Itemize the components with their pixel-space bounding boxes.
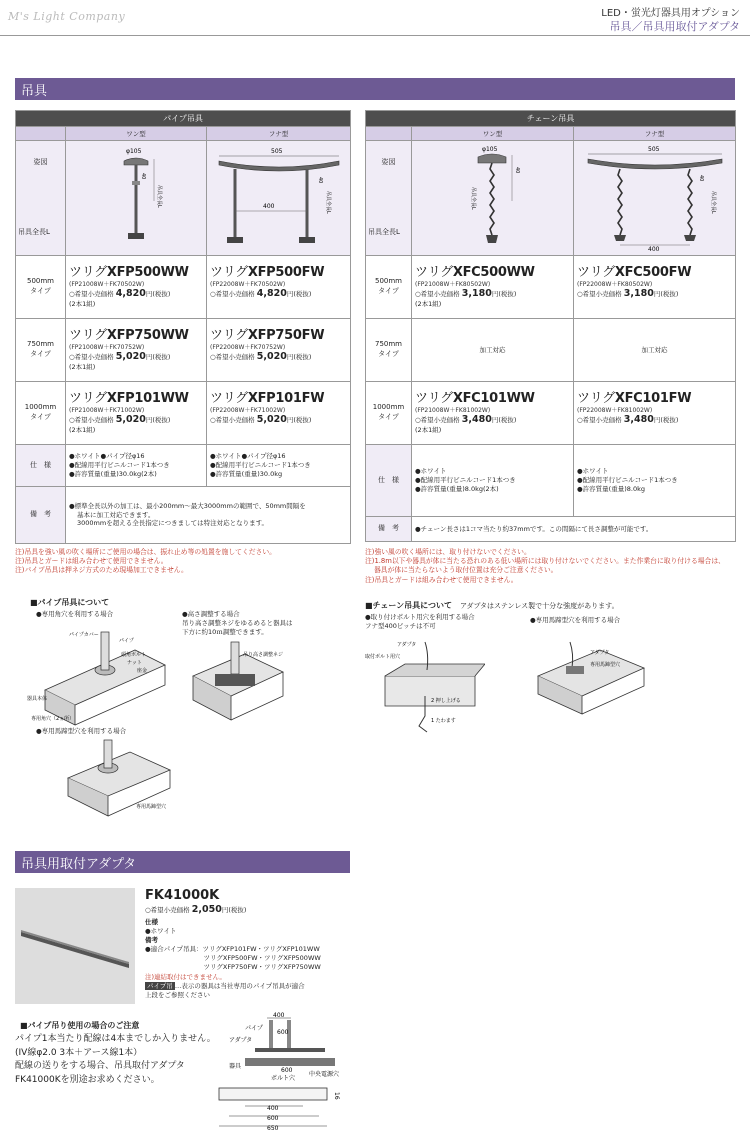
- product-extra: (2本1組): [415, 426, 442, 434]
- product-code: (FP22008W＋FK80502W): [577, 281, 653, 288]
- product-cell: [207, 382, 351, 445]
- product-extra: (2本1組): [415, 300, 442, 308]
- label-bolt-hole: 取付ボルト用穴: [365, 654, 401, 660]
- product-model: ツリグXFC101WW: [415, 391, 535, 406]
- product-price: ○希望小売価格 5,020円(税抜): [69, 351, 171, 362]
- pipe-horseshoe-diagram: [60, 738, 180, 818]
- product-price: ○希望小売価格 3,180円(税抜): [577, 288, 679, 299]
- dim-105: φ105: [126, 148, 142, 155]
- pipe-hanger-table: [15, 110, 351, 544]
- product-cell: [66, 382, 207, 445]
- spec-funa: ●ホワイト ●配線用平行ビニルコード1本つき ●許容質量(重量)8.0kg: [574, 445, 736, 517]
- col-header-one: ワン型: [412, 127, 574, 141]
- row-size: 1000mm: [24, 403, 57, 412]
- chain-one-drawing: [412, 141, 574, 253]
- spec-label: 仕 様: [16, 445, 66, 487]
- product-extra: (2本1組): [69, 300, 96, 308]
- product-model: ツリグXFP750FW: [210, 328, 325, 343]
- row-type: タイプ: [378, 287, 399, 295]
- figure-one-chain: [412, 141, 574, 256]
- label-figure: 姿図: [33, 158, 48, 166]
- spec-one: ●ホワイト●パイプ径φ16 ●配線用平行ビニルコード1本つき ●許容質量(重量)30.0kg(2本): [66, 445, 207, 487]
- row-size: 750mm: [375, 340, 402, 349]
- product-code: (FP21008W＋FK70502W): [69, 281, 145, 288]
- pipe-about-title: ■パイプ吊具について: [30, 598, 110, 607]
- figure-funa-pipe: [207, 141, 351, 256]
- header-category: LED・蛍光灯器具用オプション: [601, 8, 740, 19]
- label-body: 器具本体: [27, 696, 48, 702]
- section-title-bar: [15, 851, 350, 873]
- label-pipe-cover: パイプカバー: [69, 632, 99, 638]
- product-price: ○希望小売価格 3,180円(税抜): [415, 288, 517, 299]
- label-pipe: パイプ: [245, 1025, 263, 1032]
- remarks-label: 備 考: [16, 487, 66, 544]
- product-cell: [412, 256, 574, 319]
- label-length: 吊具全長L: [18, 228, 50, 236]
- label-body: 器具: [229, 1063, 242, 1070]
- adapter-spec: 仕様 ●ホワイト 備考 ●適合パイプ吊具：ツリグXFP101FW・ツリグXFP101WW ツリグXFP500FW・ツリグXFP500WW ツリグXFP750FW・ツリグXFP750WW 注)連結取付はできません。 パイプ吊 …表示の器具は当社専用のパイプ吊具が適合 上段をご参照ください: [145, 918, 321, 999]
- product-cell: [412, 382, 574, 445]
- label-adapter: アダプタ: [229, 1037, 253, 1044]
- row-size: 500mm: [27, 277, 54, 286]
- product-extra: (2本1組): [69, 426, 96, 434]
- pipe-square-hole-diagram: [25, 620, 175, 730]
- dim-600: 600: [277, 1029, 289, 1036]
- dim-len: 吊具全長L: [156, 185, 162, 208]
- label-adjust-screw: 吊り高さ調整ネジ: [243, 652, 284, 658]
- product-cell: [207, 256, 351, 319]
- product-model: ツリグXFP500WW: [69, 265, 189, 280]
- section-title: 吊具: [21, 83, 48, 99]
- product-cell: [207, 319, 351, 382]
- label-washer: 座金: [137, 668, 148, 674]
- pipe-funa-drawing: [207, 141, 351, 253]
- product-model: ツリグXFC101FW: [577, 391, 692, 406]
- usage-text: パイプ1本当たり配線は4本までしか入りません。 (IV線φ2.0 3本＋アース線1本） 配線の送りをする場合、吊具取付アダプタ FK41000Kを別途お求めください。: [15, 1034, 216, 1085]
- pipe-case2: ●高さ調整する場合 吊り高さ調整ネジをゆるめると器具は 下方に約10ｍ調整できます。: [182, 610, 293, 637]
- dim-len: 吊具全長L: [470, 187, 476, 210]
- product-extra: (2本1組): [69, 363, 96, 371]
- usage-title: ■パイプ吊り使用の場合のご注意: [20, 1021, 140, 1030]
- label-nut: ナット: [127, 660, 142, 666]
- product-model: ツリグXFC500FW: [577, 265, 692, 280]
- dim-16: 16: [333, 1092, 340, 1100]
- brand-logo: M's Light Company: [8, 10, 126, 23]
- product-code: (FP22008W＋FK71002W): [210, 407, 286, 414]
- label-square-hole: 専用角穴（2ヵ所）: [31, 716, 75, 722]
- dim-40: 40: [140, 173, 146, 180]
- dim-400: 400: [273, 1012, 285, 1019]
- chain-about-title: ■チェーン吊具について アダプタはステンレス製で十分な強度があります。: [365, 601, 619, 610]
- row-type: タイプ: [30, 287, 51, 295]
- chain-notes: 注)強い風の吹く場所には、取り付けないでください。 注)1.8m以下や器具が体に当たる恐れのある低い場所には取り付けないでください。また作業台に取り付ける場合は、 器具が体に当たらないよう取付位置は充分ご注意ください。 注)吊具とガードは組み合わせて使用できません。: [365, 548, 725, 584]
- label-horseshoe: 専用馬蹄型穴: [590, 662, 621, 668]
- product-price: ○希望小売価格 4,820円(税抜): [69, 288, 171, 299]
- spec-funa: ●ホワイト●パイプ径φ16 ●配線用平行ビニルコード1本つき ●許容質量(重量)30.0kg: [207, 445, 351, 487]
- product-code: (FP21008W＋FK70752W): [69, 344, 145, 351]
- table-title: パイプ吊具: [16, 111, 351, 127]
- table-title: チェーン吊具: [366, 111, 736, 127]
- chain-case1: ●取り付けボルト用穴を利用する場合 フナ型400ピッチは不可: [365, 613, 475, 631]
- chain-case2: ●専用馬蹄型穴を利用する場合: [530, 616, 621, 624]
- product-model: ツリグXFC500WW: [415, 265, 535, 280]
- label-square-bolt: 頭角ボルト: [121, 652, 147, 658]
- label-center-hole: 中央電源穴: [309, 1071, 340, 1078]
- section-title-bar: [15, 78, 735, 100]
- pipe-case1: ●専用角穴を利用する場合: [36, 610, 114, 618]
- pipe-notes: 注)吊具を強い風の吹く場所にご使用の場合は、振れ止め等の処置を施してください。 注)吊具とガードは組み合わせて使用できません。 注)パイプ吊具は押ネジ方式のため現場加工できません。: [15, 548, 276, 575]
- label-adapter: アダプタ: [397, 642, 417, 648]
- custom-process-funa: 加工対応: [574, 319, 736, 382]
- pipe-case3: ●専用馬蹄型穴を利用する場合: [36, 727, 127, 735]
- product-cell: [574, 382, 736, 445]
- header-subtitle: 吊具／吊具用取付アダプタ: [609, 20, 740, 33]
- product-code: (FP22008W＋FK81002W): [577, 407, 653, 414]
- dim-len: 吊具全長L: [710, 191, 716, 214]
- label-turn: 1 たわます: [431, 718, 456, 724]
- product-price: ○希望小売価格 3,480円(税抜): [577, 414, 679, 425]
- product-price: ○希望小売価格 5,020円(税抜): [210, 414, 312, 425]
- row-size: 750mm: [27, 340, 54, 349]
- chain-bolt-hole-diagram: [365, 636, 485, 736]
- product-code: (FP21008W＋FK80502W): [415, 281, 491, 288]
- product-model: ツリグXFP101WW: [69, 391, 189, 406]
- dim-105: φ105: [482, 146, 498, 153]
- section-title: 吊具用取付アダプタ: [21, 856, 137, 872]
- adapter-image: [15, 888, 135, 1004]
- product-code: (FP21008W＋FK71002W): [69, 407, 145, 414]
- row-type: タイプ: [30, 413, 51, 421]
- dim-505: 505: [648, 146, 660, 153]
- row-type: タイプ: [378, 350, 399, 358]
- row-size: 1000mm: [372, 403, 405, 412]
- label-pipe: パイプ: [119, 638, 134, 644]
- row-type: タイプ: [378, 413, 399, 421]
- remarks-text: ●標準全長以外の加工は、最小200mm～最大3000mmの範囲で、50mm間隔を 基本に加工対応できます。 3000mmを超える全長指定につきましては特注対応となります。: [66, 487, 351, 544]
- adapter-photo: [15, 888, 135, 1004]
- product-model: ツリグXFP101FW: [210, 391, 325, 406]
- header-divider: [0, 35, 750, 36]
- product-price: ○希望小売価格 3,480円(税抜): [415, 414, 517, 425]
- remarks-text: ●チェーン長さは1コマ当たり約37mmです。この間隔にて長さ調整が可能です。: [412, 517, 736, 542]
- pipe-one-drawing: [66, 141, 207, 253]
- figure-funa-chain: [574, 141, 736, 256]
- label-bolt-hole: ボルト穴: [271, 1075, 296, 1082]
- dim-505: 505: [271, 148, 283, 155]
- col-header-funa: フナ型: [207, 127, 351, 141]
- product-model: ツリグXFP750WW: [69, 328, 189, 343]
- dim-600b: 600: [281, 1067, 293, 1074]
- pipe-badge: パイプ吊: [147, 981, 173, 990]
- figure-one-pipe: [66, 141, 207, 256]
- product-cell: [66, 256, 207, 319]
- row-size: 500mm: [375, 277, 402, 286]
- product-price: ○希望小売価格 5,020円(税抜): [69, 414, 171, 425]
- chain-funa-drawing: [574, 141, 736, 253]
- label-push: 2 押し上げる: [431, 698, 461, 704]
- product-code: (FP21008W＋FK81002W): [415, 407, 491, 414]
- dim-40: 40: [514, 167, 520, 174]
- dim-40: 40: [698, 175, 704, 182]
- chain-horseshoe-diagram: [530, 628, 650, 718]
- dim-len-650: 650: [267, 1125, 279, 1132]
- label-horseshoe: 専用馬蹄型穴: [136, 804, 167, 810]
- remarks-label: 備 考: [366, 517, 412, 542]
- col-header-funa: フナ型: [574, 127, 736, 141]
- adapter-model-heading: FK41000K: [145, 888, 220, 903]
- pipe-height-adjust-diagram: [185, 640, 295, 730]
- product-code: (FP22008W＋FK70752W): [210, 344, 286, 351]
- dim-40: 40: [317, 177, 323, 184]
- product-code: (FP22008W＋FK70502W): [210, 281, 286, 288]
- dim-400: 400: [648, 246, 660, 253]
- spec-label: 仕 様: [366, 445, 412, 517]
- label-length: 吊具全長L: [368, 228, 400, 236]
- product-cell: [574, 256, 736, 319]
- spec-one: ●ホワイト ●配線用平行ビニルコード1本つき ●許容質量(重量)8.0kg(2本): [412, 445, 574, 517]
- product-cell: [66, 319, 207, 382]
- custom-process-one: 加工対応: [412, 319, 574, 382]
- col-header-one: ワン型: [66, 127, 207, 141]
- dim-len-400: 400: [267, 1105, 279, 1112]
- row-type: タイプ: [30, 350, 51, 358]
- label-figure: 姿図: [381, 158, 396, 166]
- adapter-price: ○希望小売価格 2,050円(税抜): [145, 904, 247, 915]
- product-model: ツリグXFP500FW: [210, 265, 325, 280]
- dim-len: 吊具全長L: [325, 191, 331, 214]
- product-price: ○希望小売価格 5,020円(税抜): [210, 351, 312, 362]
- product-price: ○希望小売価格 4,820円(税抜): [210, 288, 312, 299]
- label-adapter2: アダプタ: [590, 650, 610, 656]
- dim-len-600: 600: [267, 1115, 279, 1122]
- usage-diagram: [215, 1012, 355, 1132]
- dim-400: 400: [263, 203, 275, 210]
- chain-hanger-table: [365, 110, 736, 542]
